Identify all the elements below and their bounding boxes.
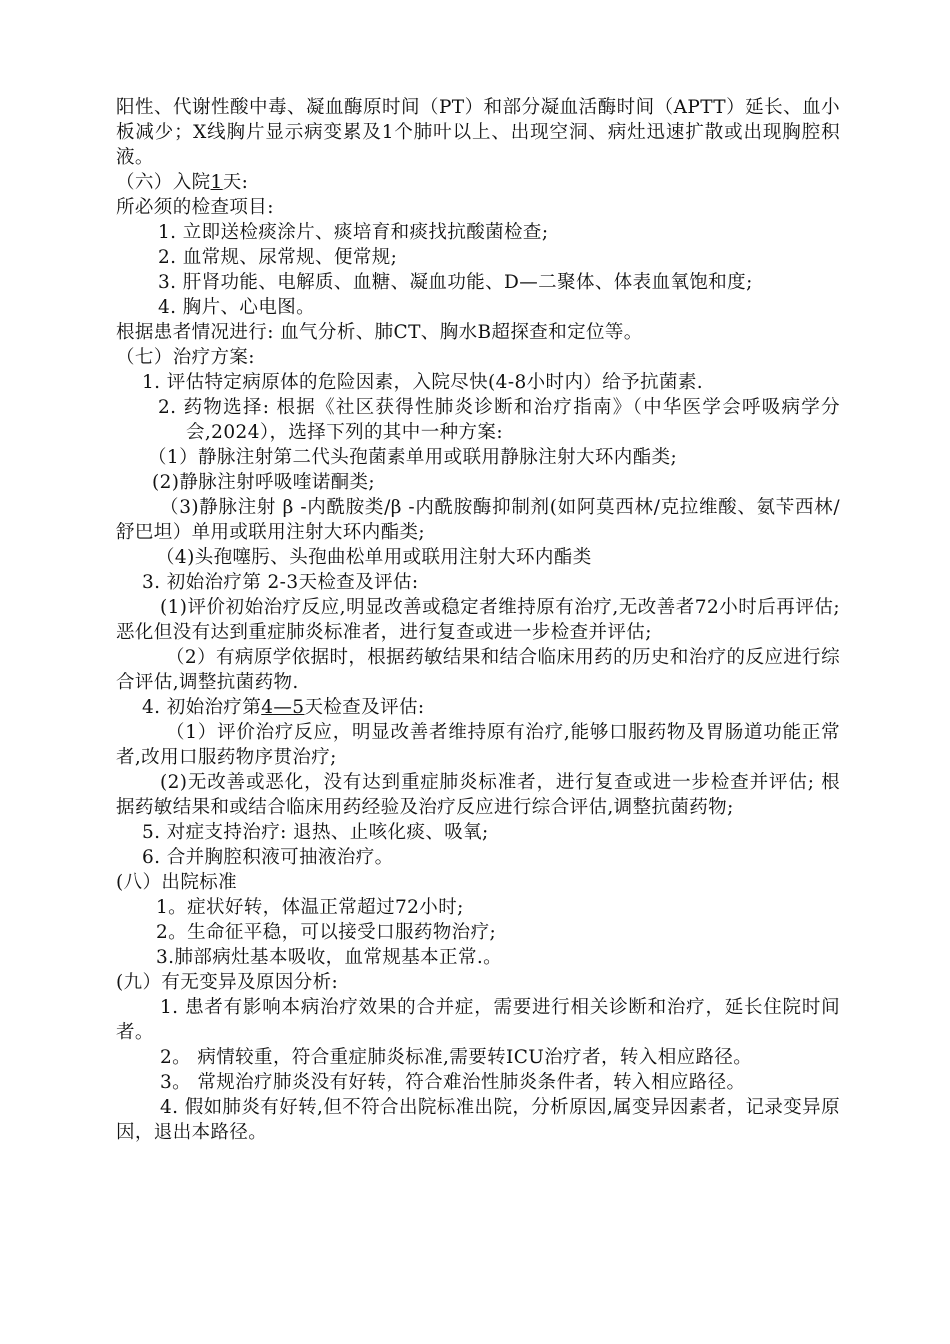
- treatment-item-3-sub-1: (1)评价初始治疗反应,明显改善或稳定者维持原有治疗,无改善者72小时后再评估; 恶化但没有达到重症肺炎标准者，进行复查或进一步检查并评估;: [116, 597, 840, 643]
- required-checks-label: 所必须的检查项目:: [116, 197, 274, 218]
- treatment-option-2: (2)静脉注射呼吸喹诺酮类;: [152, 472, 376, 493]
- treatment-item-3-sub-2: （2）有病原学依据时，根据药敏结果和结合临床用药的历史和治疗的反应进行综合评估,调整抗菌药物.: [116, 647, 840, 693]
- treatment-option-4: （4)头孢噻肟、头孢曲松单用或联用注射大环内酯类: [156, 547, 592, 568]
- variation-item-4: 4. 假如肺炎有好转,但不符合出院标准出院，分析原因,属变异因素者，记录变异原因，退出本路径。: [116, 1097, 840, 1143]
- treatment-item-1: 1. 评估特定病原体的危险因素，入院尽快(4-8小时内）给予抗菌素.: [142, 372, 704, 393]
- variation-item-2: 2。 病情较重，符合重症肺炎标准,需要转ICU治疗者，转入相应路径。: [160, 1047, 753, 1068]
- section-heading-8: (八）出院标准: [116, 872, 238, 893]
- treatment-item-4-days: 4—5: [261, 697, 305, 718]
- treatment-item-4-sub-1: （1）评价治疗反应，明显改善者维持原有治疗,能够口服药物及胃肠道功能正常者,改用口服药物序贯治疗;: [116, 722, 840, 768]
- section-heading-7: （七）治疗方案:: [116, 347, 255, 368]
- treatment-option-3: （3)静脉注射 β -内酰胺类/β -内酰胺酶抑制剂(如阿莫西林/克拉维酸、氨苄西林/舒巴坦）单用或联用注射大环内酯类;: [116, 497, 840, 543]
- heading-6-suffix: 天:: [222, 172, 249, 193]
- treatment-item-2: 2. 药物选择: 根据《社区获得性肺炎诊断和治疗指南》（中华医学会呼吸病学分会,2024），选择下列的其中一种方案:: [158, 397, 840, 443]
- check-item-3: 3. 肝肾功能、电解质、血糖、凝血功能、D—二聚体、体表血氧饱和度;: [158, 272, 753, 293]
- discharge-item-3: 3.肺部病灶基本吸收，血常规基本正常.。: [156, 947, 503, 968]
- paragraph-criteria-continued: 阳性、代谢性酸中毒、凝血酶原时间（PT）和部分凝血活酶时间（APTT）延长、血小板减少；X线胸片显示病变累及1个肺叶以上、出现空洞、病灶迅速扩散或出现胸腔积液。: [116, 97, 840, 168]
- treatment-item-4-suffix: 天检查及评估:: [304, 697, 425, 718]
- treatment-item-4-sub-2: (2)无改善或恶化，没有达到重症肺炎标准者，进行复查或进一步检查并评估; 根据药敏结果和或结合临床用药经验及治疗反应进行综合评估,调整抗菌药物;: [116, 772, 840, 818]
- treatment-item-3: 3. 初始治疗第 2-3天检查及评估:: [142, 572, 419, 593]
- variation-item-3: 3。 常规治疗肺炎没有好转，符合难治性肺炎条件者，转入相应路径。: [160, 1072, 746, 1093]
- treatment-item-4: [116, 695, 840, 720]
- check-item-2: 2. 血常规、尿常规、便常规;: [158, 247, 398, 268]
- section-heading-6: [116, 170, 840, 195]
- check-item-4: 4. 胸片、心电图。: [158, 297, 316, 318]
- optional-checks: 根据患者情况进行: 血气分析、肺CT、胸水B超探查和定位等。: [116, 322, 643, 343]
- section-heading-9: (九）有无变异及原因分析:: [116, 972, 339, 993]
- treatment-item-4-prefix: 4. 初始治疗第: [142, 697, 262, 718]
- heading-6-prefix: （六）入院: [116, 172, 211, 193]
- check-item-1: 1. 立即送检痰涂片、痰培育和痰找抗酸菌检查;: [158, 222, 549, 243]
- discharge-item-2: 2。生命征平稳，可以接受口服药物治疗;: [156, 922, 497, 943]
- treatment-option-1: （1）静脉注射第二代头孢菌素单用或联用静脉注射大环内酯类;: [148, 447, 678, 468]
- discharge-item-1: 1。症状好转，体温正常超过72小时;: [156, 897, 464, 918]
- treatment-item-5: 5. 对症支持治疗: 退热、止咳化痰、吸氧;: [142, 822, 489, 843]
- treatment-item-6: 6. 合并胸腔积液可抽液治疗。: [142, 847, 394, 868]
- heading-6-days: 1: [210, 172, 223, 193]
- variation-item-1: 1. 患者有影响本病治疗效果的合并症，需要进行相关诊断和治疗，延长住院时间者。: [116, 997, 840, 1043]
- document-body: [116, 95, 840, 1145]
